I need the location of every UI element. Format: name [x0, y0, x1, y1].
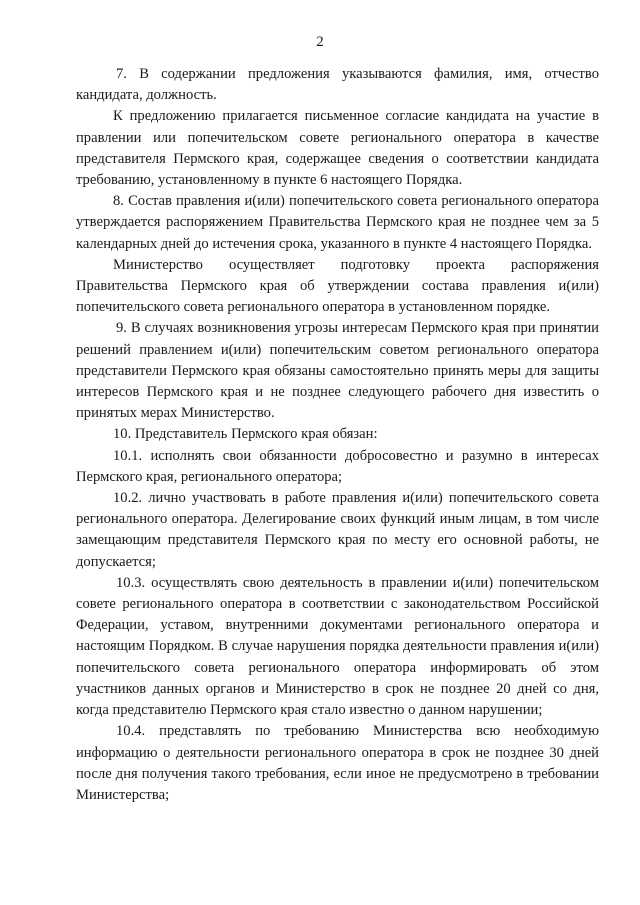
paragraph-consent-attachment: К предложению прилагается письменное согласие кандидата на участие в правлении или попечительском совете регионального оператора в качестве представителя Пермского края, содержащее сведения о соответствии кандидата требованию, установленному в пункте 6 настоящего Порядка.	[76, 108, 599, 189]
page-number: 2	[316, 34, 324, 50]
paragraph-ministry-preparation: Министерство осуществляет подготовку проекта распоряжения Правительства Пермского края об утверждении состава правления и(или) попечительского совета регионального оператора в установленном порядке.	[76, 256, 599, 316]
paragraph-item-7: 7. В содержании предложения указываются фамилия, имя, отчество кандидата, должность.	[76, 66, 599, 104]
paragraph-item-10-3: 10.3. осуществлять свою деятельность в правлении и(или) попечительском совете регионального оператора в соответствии с законодательством Российской Федерации, уставом, внутренними документами регионального оператора и настоящим Порядком. В случае нарушения порядка деятельности правления и(или) попечительского совета регионального оператора информировать об этом участников данных органов и Министерство в срок не позднее 20 дней со дня, когда представителю Пермского края стало известно о данном нарушении;	[76, 574, 599, 719]
document-body	[76, 64, 599, 806]
paragraph-item-10-2: 10.2. лично участвовать в работе правления и(или) попечительского совета регионального оператора. Делегирование своих функций иным лицам, в том числе замещающим представителя Пермского края по месту его основной работы, не допускается;	[76, 490, 599, 570]
paragraph-item-10-4: 10.4. представлять по требованию Министерства всю необходимую информацию о деятельности регионального оператора в срок не позднее 30 дней после дня получения такого требования, если иное не предусмотрено в требовании Министерства;	[76, 723, 599, 803]
paragraph-item-9: 9. В случаях возникновения угрозы интересам Пермского края при принятии решений правлением и(или) попечительским советом регионального оператора представители Пермского края обязаны самостоятельно принять меры для защиты интересов Пермского края и не позднее следующего рабочего дня известить о принятых мерах Министерство.	[76, 320, 599, 422]
paragraph-item-8: 8. Состав правления и(или) попечительского совета регионального оператора утверждается распоряжением Правительства Пермского края не позднее чем за 5 календарных дней до истечения срока, указанного в пункте 4 настоящего Порядка.	[76, 193, 599, 252]
paragraph-item-10-1: 10.1. исполнять свои обязанности добросовестно и разумно в интересах Пермского края, регионального оператора;	[76, 447, 599, 485]
paragraph-item-10: 10. Представитель Пермского края обязан:	[113, 426, 378, 443]
